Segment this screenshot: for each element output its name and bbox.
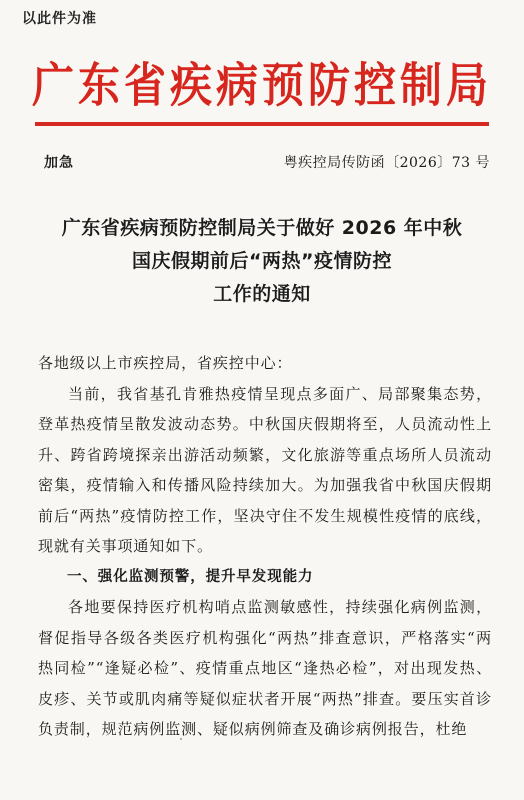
red-divider-line <box>35 122 489 126</box>
document-title <box>30 212 494 311</box>
document-meta <box>0 152 524 176</box>
salutation: 各地级以上市疾控局，省疾控中心： <box>38 354 293 372</box>
body-paragraph-2: 各地要保持医疗机构哨点监测敏感性，持续强化病例监测，督促指导各级各类医疗机构强化“两热”排查意识，严格落实“两热同检”“逢疑必检”、疫情重点地区“逢热必检”，对出现发热、皮疹、关节或肌肉痛等疑似症状者开展“两热”排查。要压实首诊负责制，规范病例监测、疑似病例筛查及确诊病例报告，杜绝 <box>38 598 492 738</box>
title-line-3: 工作的通知 <box>213 283 311 305</box>
section-heading-1: 一、强化监测预警，提升早发现能力 <box>67 568 314 585</box>
document-body <box>38 348 492 745</box>
document-number: 粤疾控局传防函〔2026〕73 号 <box>283 155 490 171</box>
body-paragraph-1: 当前，我省基孔肯雅热疫情呈现点多面广、局部聚集态势，登革热疫情呈散发波动态势。中秋国庆假期将至，人员流动性上升、跨省跨境探亲出游活动频繁，文化旅游等重点场所人员流动密集，疫情输入和传播风险持续加大。为加强我省中秋国庆假期前后“两热”疫情防控工作，坚决守住不发生规模性疫情的底线，现就有关事项通知如下。 <box>38 384 492 555</box>
masthead-title: 广东省疾病预防控制局 <box>31 57 492 113</box>
urgency-label: 加急 <box>44 155 74 171</box>
scan-speck <box>180 738 182 740</box>
corner-note: 以此件为准 <box>22 11 97 27</box>
title-line-2: 国庆假期前后“两热”疫情防控 <box>132 250 392 272</box>
title-line-1: 广东省疾病预防控制局关于做好 2026 年中秋 <box>61 217 463 239</box>
